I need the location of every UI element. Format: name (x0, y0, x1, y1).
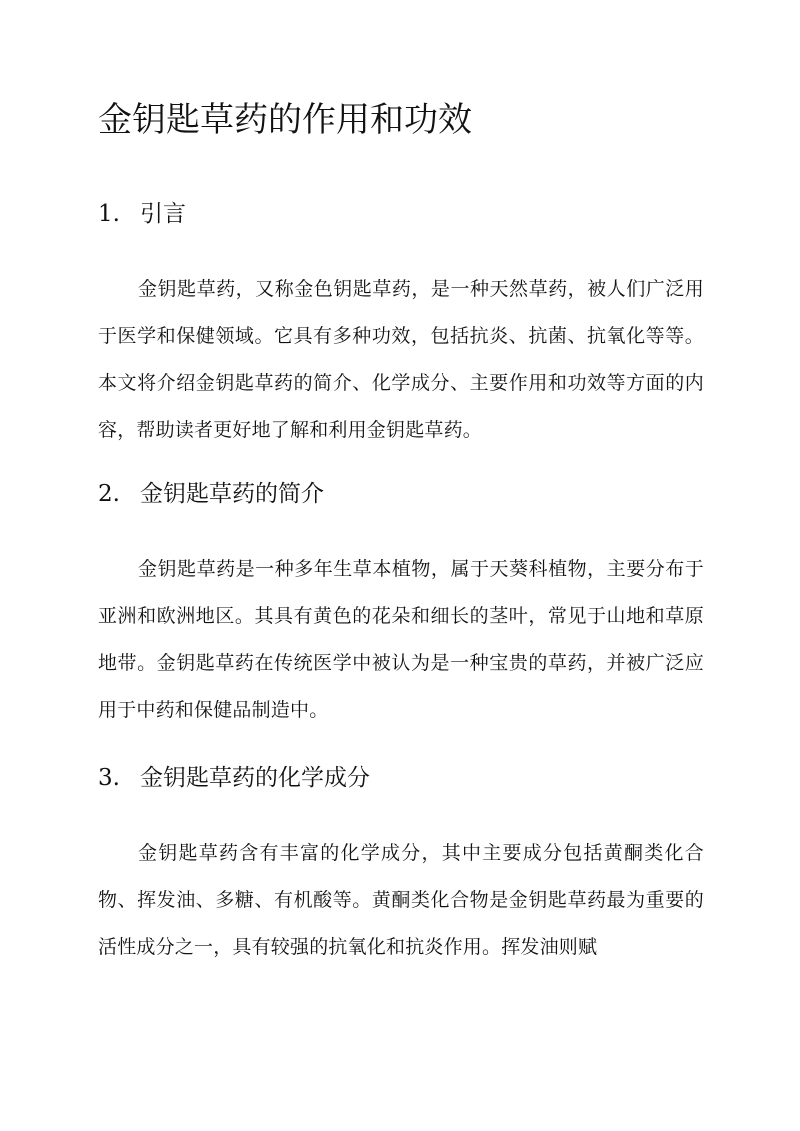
section-heading-text: 金钥匙草药的简介 (140, 481, 324, 507)
section-heading-text: 金钥匙草药的化学成分 (140, 765, 370, 791)
page-title: 金钥匙草药的作用和功效 (98, 100, 472, 140)
section-paragraph: 金钥匙草药是一种多年生草本植物，属于天葵科植物，主要分布于亚洲和欧洲地区。其具有黄色的花朵和细长的茎叶，常见于山地和草原地带。金钥匙草药在传统医学中被认为是一种宝贵的草药，并被广泛应用于中药和保健品制造中。 (98, 558, 704, 721)
section-number: 1. (98, 201, 120, 227)
section-number: 3. (98, 765, 120, 791)
section-heading (98, 478, 704, 510)
section-introduction (98, 198, 704, 454)
section-paragraph: 金钥匙草药，又称金色钥匙草药，是一种天然草药，被人们广泛用于医学和保健领域。它具有多种功效，包括抗炎、抗菌、抗氧化等等。本文将介绍金钥匙草药的简介、化学成分、主要作用和功效等方面的内容，帮助读者更好地了解和利用金钥匙草药。 (98, 278, 704, 441)
section-heading (98, 762, 704, 794)
section-heading (98, 198, 704, 230)
section-chemical-composition (98, 762, 704, 971)
section-paragraph: 金钥匙草药含有丰富的化学成分，其中主要成分包括黄酮类化合物、挥发油、多糖、有机酸等。黄酮类化合物是金钥匙草药最为重要的活性成分之一，具有较强的抗氧化和抗炎作用。挥发油则赋 (98, 842, 704, 958)
section-number: 2. (98, 481, 120, 507)
section-overview (98, 478, 704, 734)
section-heading-text: 引言 (140, 201, 186, 227)
